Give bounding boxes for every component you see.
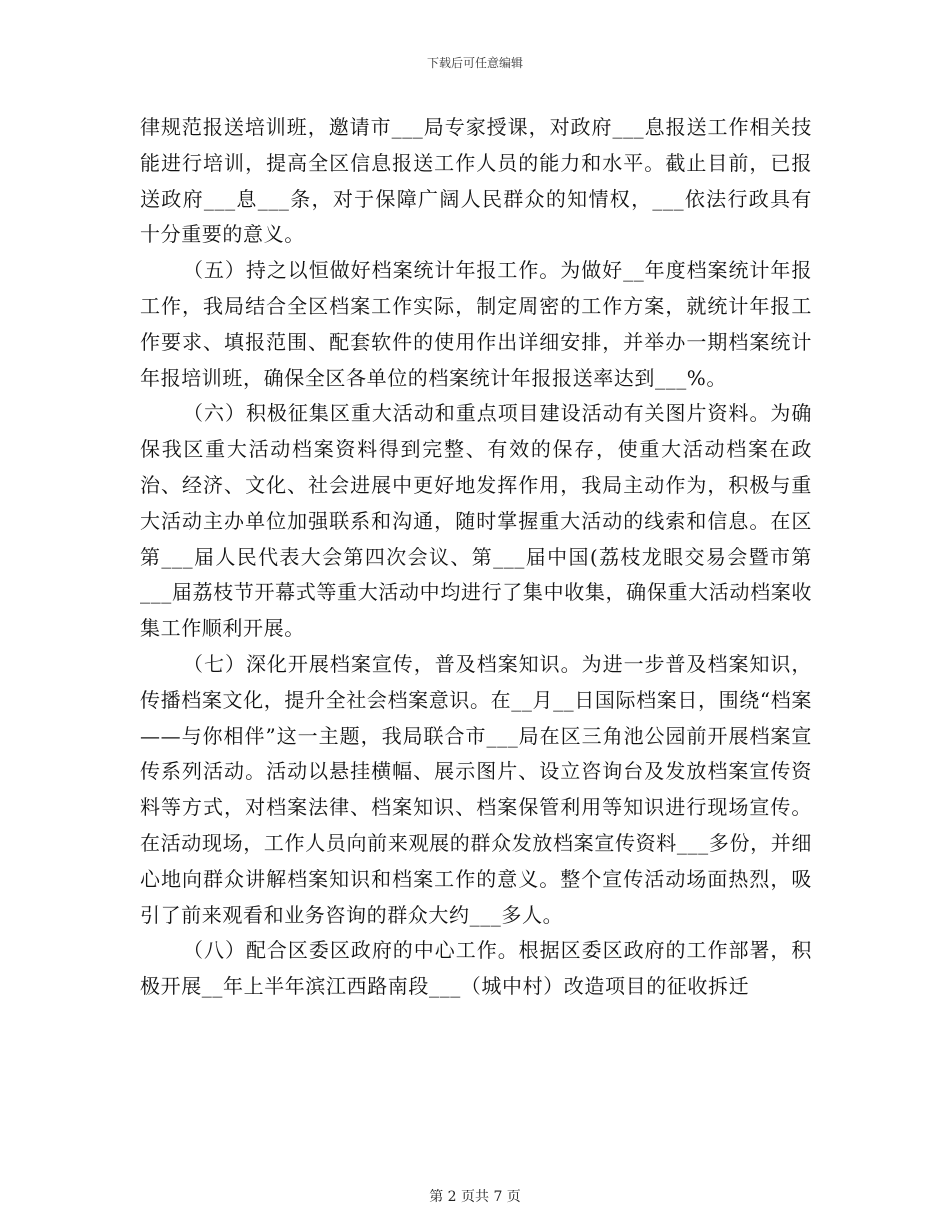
header-note: 下载后可任意编辑 xyxy=(426,56,523,70)
paragraph-section-8: （八）配合区委区政府的中心工作。根据区委区政府的工作部署，积极开展__年上半年滨江西路南段___（城中村）改造项目的征收拆迁 xyxy=(140,938,812,999)
paragraph-section-5: （五）持之以恒做好档案统计年报工作。为做好__年度档案统计年报工作，我局结合全区档案工作实际，制定周密的工作方案，就统计年报工作要求、填报范围、配套软件的使用作出详细安排，并举办一期档案统计年报培训班，确保全区各单位的档案统计年报报送率达到___%。 xyxy=(140,258,812,390)
paragraph-section-7: （七）深化开展档案宣传，普及档案知识。为进一步普及档案知识，传播档案文化，提升全社会档案意识。在__月__日国际档案日，围绕“档案——与你相伴”这一主题，我局联合市___局在区三角池公园前开展档案宣传系列活动。活动以悬挂横幅、展示图片、设立咨询台及发放档案宣传资料等方式，对档案法律、档案知识、档案保管利用等知识进行现场宣传。在活动现场，工作人员向前来观展的群众发放档案宣传资料___多份，并细心地向群众讲解档案知识和档案工作的意义。整个宣传活动场面热烈，吸引了前来观看和业务咨询的群众大约___多人。 xyxy=(140,651,812,927)
document-body xyxy=(140,110,812,1005)
paragraph-section-6: （六）积极征集区重大活动和重点项目建设活动有关图片资料。为确保我区重大活动档案资料得到完整、有效的保存，使重大活动档案在政治、经济、文化、社会进展中更好地发挥作用，我局主动作为，积极与重大活动主办单位加强联系和沟通，随时掌握重大活动的线索和信息。在区第___届人民代表大会第四次会议、第___届中国(荔枝龙眼交易会暨市第___届荔枝节开幕式等重大活动中均进行了集中收集，确保重大活动档案收集工作顺利开展。 xyxy=(140,401,812,641)
paragraph-continuation: 律规范报送培训班，邀请市___局专家授课，对政府___息报送工作相关技能进行培训，提高全区信息报送工作人员的能力和水平。截止目前，已报送政府___息___条，对于保障广阔人民群众的知情权，___依法行政具有十分重要的意义。 xyxy=(140,115,812,247)
page-number: 第 2 页共 7 页 xyxy=(429,1189,521,1205)
